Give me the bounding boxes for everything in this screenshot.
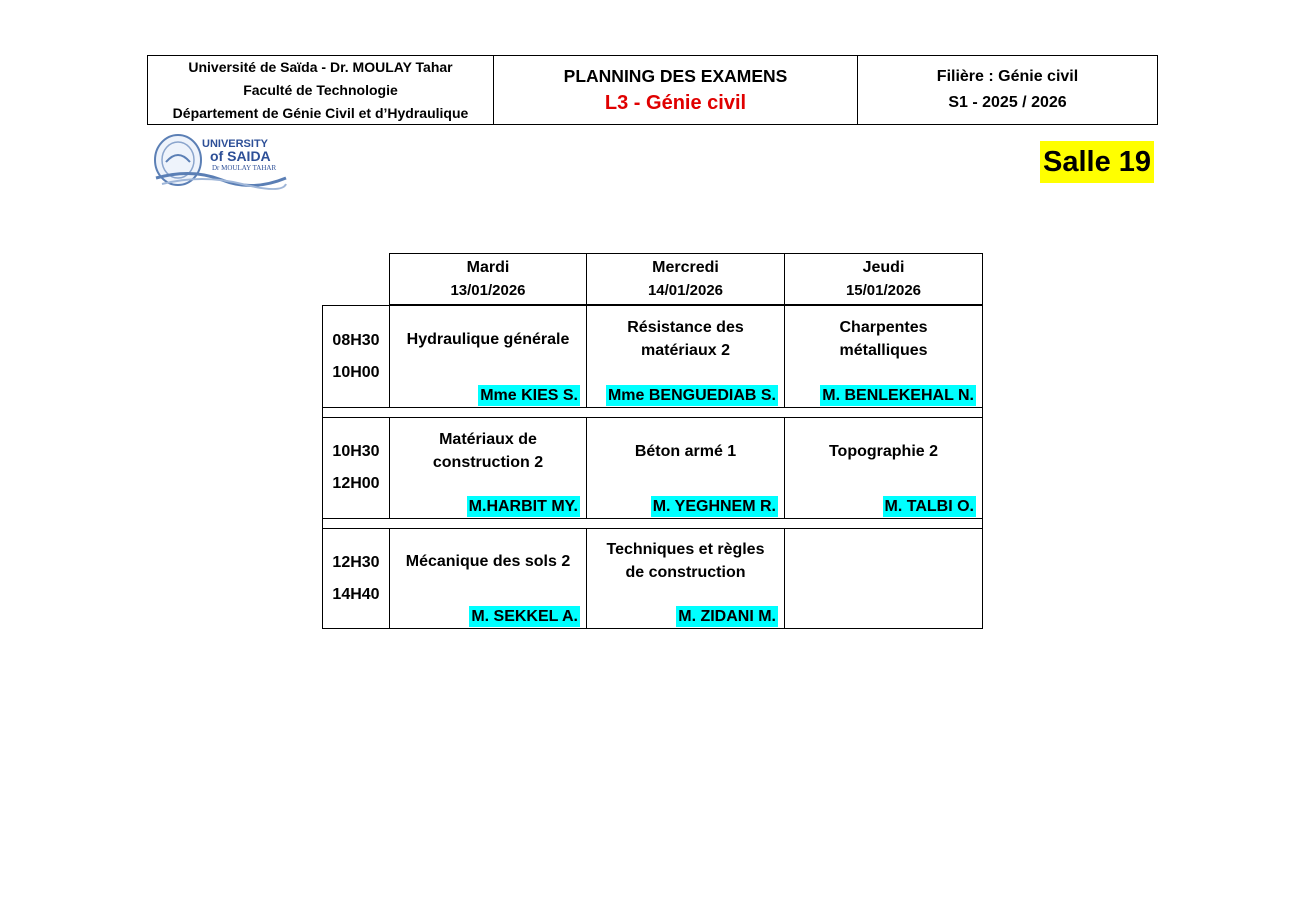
exam-subject: Hydraulique générale [406, 331, 570, 348]
day-header [586, 253, 785, 306]
exam-cell [784, 417, 983, 519]
logo-line2: of SAIDA [210, 148, 271, 164]
semester-label: S1 - 2025 / 2026 [948, 94, 1067, 111]
slot-end: 10H00 [332, 363, 380, 381]
time-slot [322, 417, 390, 519]
exam-subject: Mécanique des sols 2 [405, 553, 571, 570]
exam-teacher: M. SEKKEL A. [471, 608, 578, 625]
day-header [389, 253, 587, 306]
university-logo [152, 132, 290, 190]
university-name: Université de Saïda - Dr. MOULAY Tahar [188, 58, 453, 75]
exam-subject: Béton armé 1 [634, 443, 737, 460]
exam-teacher: M.HARBIT MY. [468, 498, 578, 515]
slot-start: 10H30 [332, 443, 380, 460]
exam-cell [389, 417, 587, 519]
faculty-name: Faculté de Technologie [243, 81, 398, 98]
exam-subject: Résistance des [627, 319, 744, 336]
document-header [147, 55, 1158, 125]
day-name: Mercredi [652, 259, 719, 276]
day-name: Mardi [466, 259, 510, 276]
day-date: 13/01/2026 [450, 282, 526, 299]
exam-subject: Charpentes [839, 319, 928, 336]
exam-cell [389, 528, 587, 629]
filiere-label: Filière : Génie civil [936, 68, 1079, 85]
program-block [858, 56, 1157, 124]
exam-subject: Matériaux de [439, 431, 537, 448]
exam-cell [586, 528, 785, 629]
exam-subject: Techniques et règles [606, 541, 765, 558]
exam-cell [586, 417, 785, 519]
level-title: L3 - Génie civil [604, 92, 747, 114]
day-header [784, 253, 983, 306]
room-label: Salle 19 [1040, 141, 1154, 183]
document-title: PLANNING DES EXAMENS [563, 66, 788, 86]
logo-line3: Dr MOULAY TAHAR [212, 164, 277, 172]
slot-start: 12H30 [332, 553, 380, 571]
exam-cell-empty [784, 528, 983, 629]
logo-line1: UNIVERSITY [202, 138, 269, 150]
slot-start: 08H30 [332, 331, 380, 349]
exam-teacher: M. TALBI O. [884, 498, 974, 515]
exam-subject: de construction [625, 564, 746, 581]
exam-subject: métalliques [839, 342, 928, 359]
exam-cell [389, 305, 587, 408]
exam-cell [784, 305, 983, 408]
exam-subject: construction 2 [432, 454, 544, 471]
day-date: 14/01/2026 [647, 282, 724, 299]
slot-end: 14H40 [332, 585, 380, 603]
exam-teacher: M. BENLEKEHAL N. [822, 387, 974, 404]
time-slot [322, 528, 390, 629]
exam-teacher: Mme BENGUEDIAB S. [607, 387, 776, 404]
institution-block [148, 56, 494, 124]
exam-cell [586, 305, 785, 408]
department-name: Département de Génie Civil et d’Hydraulique [172, 104, 469, 121]
exam-teacher: M. ZIDANI M. [678, 608, 776, 625]
exam-subject: Topographie 2 [828, 443, 939, 460]
slot-end: 12H00 [332, 475, 380, 492]
time-slot [322, 305, 390, 408]
exam-subject: matériaux 2 [641, 342, 730, 359]
day-date: 15/01/2026 [845, 282, 922, 299]
exam-teacher: M. YEGHNEM R. [652, 498, 776, 515]
exam-teacher: Mme KIES S. [480, 387, 578, 404]
day-name: Jeudi [862, 259, 905, 276]
title-block [494, 56, 858, 124]
